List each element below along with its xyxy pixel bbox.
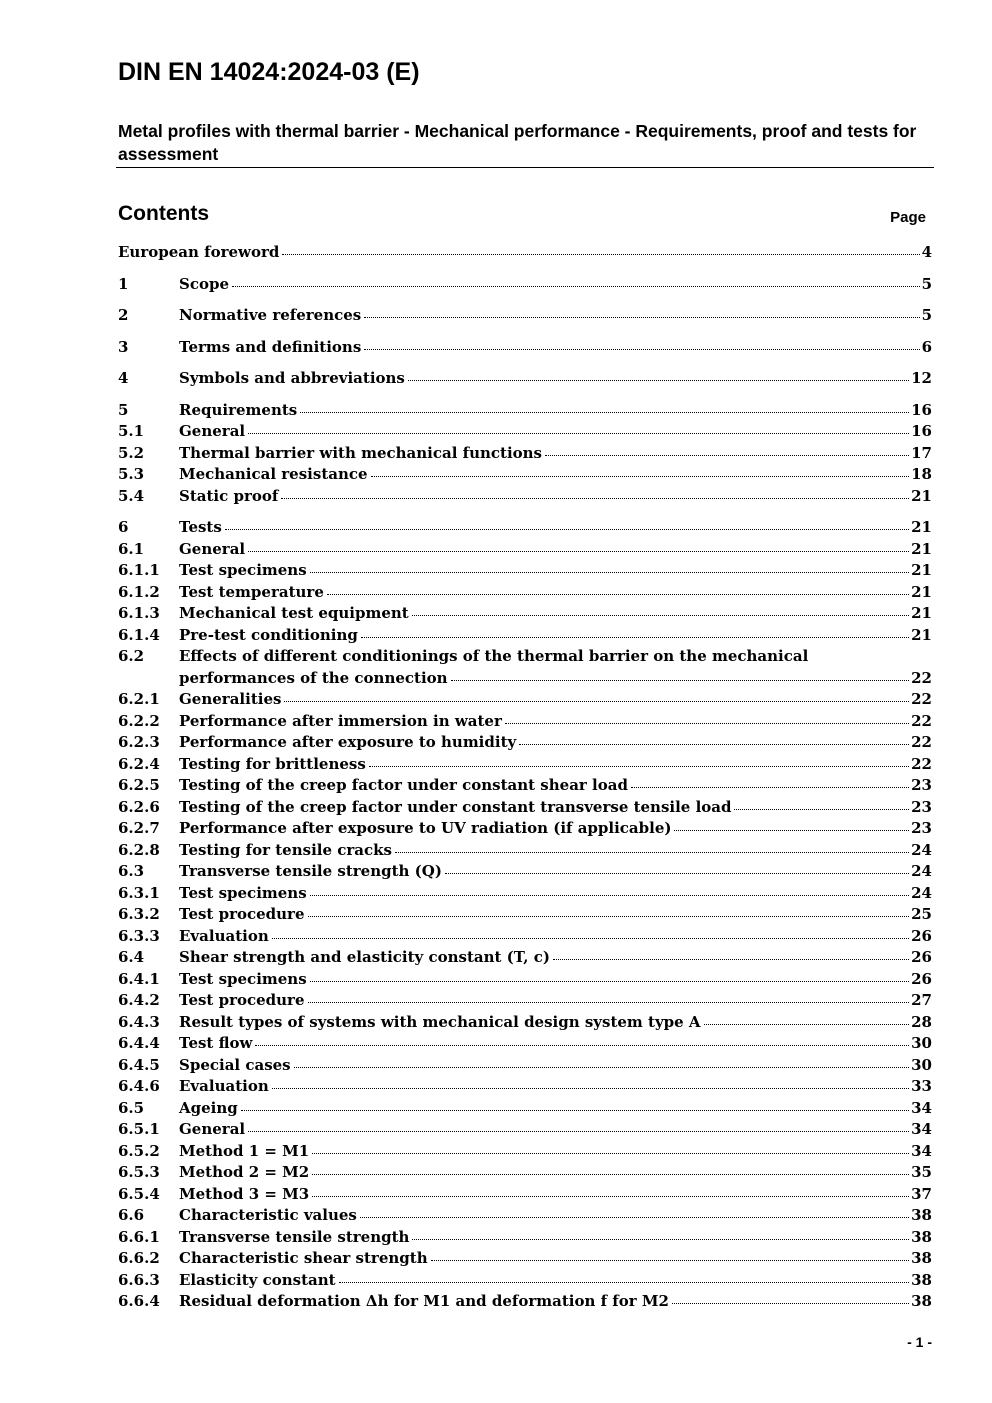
toc-entry-page: 22 <box>911 668 932 687</box>
toc-entry-title: Residual deformation Δh for M1 and deformation f for M2 <box>179 1292 669 1310</box>
toc-entry-page: 18 <box>911 465 932 483</box>
title-divider <box>116 167 934 168</box>
toc-entry-title: General <box>179 539 246 558</box>
toc-entry[interactable] <box>118 338 932 360</box>
toc-entry[interactable] <box>118 465 932 487</box>
toc-entry-page: 4 <box>921 243 932 261</box>
toc-dot-leader <box>364 348 919 350</box>
toc-entry-number: 6.5.3 <box>118 1163 160 1181</box>
toc-dot-leader <box>310 980 909 982</box>
toc-entry-page: 21 <box>911 518 932 536</box>
toc-dot-leader <box>519 743 909 745</box>
toc-dot-leader <box>360 1216 909 1218</box>
toc-entry-page: 21 <box>911 486 932 505</box>
toc-entry[interactable] <box>118 401 932 423</box>
toc-entry-number: 5 <box>118 400 129 419</box>
toc-entry-number: 6.2.6 <box>118 797 160 816</box>
footer-page-number: - 1 - <box>907 1334 932 1350</box>
toc-entry-title: Method 1 = M1 <box>179 1141 310 1160</box>
toc-entry-number: 6.5 <box>118 1098 145 1117</box>
toc-dot-leader <box>412 1238 909 1240</box>
toc-entry[interactable] <box>118 733 932 755</box>
toc-entry-page: 38 <box>911 1227 932 1246</box>
toc-dot-leader <box>395 851 909 853</box>
toc-entry-title: Evaluation <box>179 1077 269 1095</box>
toc-dot-leader <box>553 958 909 960</box>
toc-entry[interactable] <box>118 518 932 540</box>
toc-entry-title: Method 3 = M3 <box>179 1184 310 1203</box>
toc-dot-leader <box>308 1001 910 1003</box>
toc-dot-leader <box>248 550 909 552</box>
toc-entry[interactable] <box>118 712 932 734</box>
toc-entry[interactable] <box>118 1077 932 1099</box>
toc-entry-number: 5.3 <box>118 465 145 483</box>
toc-entry-number: 2 <box>118 306 129 324</box>
toc-entry-title: General <box>179 422 246 440</box>
toc-entry-title: Terms and definitions <box>179 337 362 356</box>
toc-entry-page: 30 <box>911 1034 932 1052</box>
toc-entry-number: 6.2 <box>118 647 145 665</box>
toc-entry[interactable] <box>118 1249 932 1271</box>
toc-entry-page: 17 <box>911 443 932 462</box>
toc-entry-title: Test temperature <box>179 582 324 601</box>
toc-entry-number: 6.2.7 <box>118 819 160 837</box>
toc-entry-number: 3 <box>118 337 129 356</box>
toc-entry[interactable] <box>118 776 932 798</box>
toc-entry-number: 5.4 <box>118 486 145 505</box>
toc-entry[interactable] <box>118 444 932 466</box>
toc-dot-leader <box>282 253 919 255</box>
toc-entry-number: 6.6 <box>118 1206 145 1224</box>
toc-entry-page: 22 <box>911 733 932 751</box>
toc-entry-page: 24 <box>911 862 932 880</box>
toc-entry-title: Special cases <box>179 1055 291 1074</box>
toc-entry-page: 27 <box>911 991 932 1009</box>
toc-entry-number: 6.3.3 <box>118 926 160 945</box>
toc-entry[interactable] <box>118 604 932 626</box>
toc-entry-number: 6.4.3 <box>118 1012 160 1031</box>
toc-entry-title: Method 2 = M2 <box>179 1163 310 1181</box>
toc-entry[interactable] <box>118 583 932 605</box>
toc-entry-title: Characteristic shear strength <box>179 1249 428 1267</box>
toc-entry-title: Mechanical resistance <box>179 465 368 483</box>
toc-dot-leader <box>445 872 909 874</box>
toc-entry-number: 6.4 <box>118 948 145 966</box>
toc-dot-leader <box>505 722 909 724</box>
contents-heading: Contents <box>118 202 209 225</box>
toc-dot-leader <box>308 915 910 917</box>
toc-entry-title: Testing of the creep factor under constant shear load <box>179 776 628 794</box>
toc-entry-page: 34 <box>911 1098 932 1117</box>
toc-entry-page: 23 <box>911 776 932 794</box>
toc-entry-number: 6.2.1 <box>118 690 160 708</box>
toc-entry-number: 6.2.2 <box>118 711 160 730</box>
toc-entry-title: Performance after exposure to UV radiation (if applicable) <box>179 819 672 837</box>
toc-entry-number: 6.1.4 <box>118 625 160 644</box>
toc-entry-title: Testing for brittleness <box>179 754 366 773</box>
toc-dot-leader <box>369 765 909 767</box>
toc-dot-leader <box>431 1259 910 1261</box>
toc-entry[interactable] <box>118 970 932 992</box>
toc-entry-page: 26 <box>911 969 932 988</box>
toc-entry[interactable] <box>118 1206 932 1228</box>
page-column-heading: Page <box>890 209 926 226</box>
toc-entry-title: Normative references <box>179 306 362 324</box>
toc-entry[interactable] <box>118 755 932 777</box>
toc-entry-number: 6 <box>118 518 129 536</box>
toc-dot-leader <box>312 1195 909 1197</box>
toc-entry-number: 6.5.2 <box>118 1141 160 1160</box>
toc-entry-title: Test specimens <box>179 969 307 988</box>
toc-dot-leader <box>672 1302 909 1304</box>
toc-entry-page: 34 <box>911 1120 932 1138</box>
toc-entry-title: Effects of different conditionings of the thermal barrier on the mechanical <box>179 647 809 665</box>
toc-dot-leader <box>232 285 920 287</box>
toc-entry-number: 6.1.3 <box>118 604 160 622</box>
toc-entry-page: 22 <box>911 754 932 773</box>
toc-entry-number: 6.3 <box>118 862 145 880</box>
toc-entry[interactable] <box>118 306 932 328</box>
toc-entry-title: Test specimens <box>179 561 307 579</box>
toc-entry[interactable] <box>118 1142 932 1164</box>
toc-entry-title: performances of the connection <box>179 668 448 687</box>
toc-entry-number: 6.4.4 <box>118 1034 160 1052</box>
toc-dot-leader <box>281 497 909 499</box>
toc-entry-page: 21 <box>911 561 932 579</box>
toc-entry-page: 23 <box>911 797 932 816</box>
toc-entry[interactable] <box>118 905 932 927</box>
toc-entry-number: 6.5.1 <box>118 1120 160 1138</box>
toc-entry-page: 22 <box>911 711 932 730</box>
toc-entry[interactable] <box>118 369 932 391</box>
toc-entry-page: 30 <box>911 1055 932 1074</box>
toc-entry[interactable] <box>118 948 932 970</box>
toc-entry-number: 6.4.2 <box>118 991 160 1009</box>
toc-dot-leader <box>704 1023 910 1025</box>
table-of-contents <box>118 243 932 1314</box>
toc-entry-page: 21 <box>911 625 932 644</box>
toc-dot-leader <box>272 937 909 939</box>
toc-entry-number: 4 <box>118 369 129 387</box>
toc-entry[interactable] <box>118 647 932 669</box>
toc-entry-number: 6.1.1 <box>118 561 160 579</box>
toc-entry-title: Ageing <box>179 1098 238 1117</box>
toc-entry-page: 26 <box>911 948 932 966</box>
toc-entry-title: Performance after immersion in water <box>179 711 502 730</box>
toc-entry-title: Testing for tensile cracks <box>179 840 392 859</box>
toc-entry-page: 6 <box>921 337 932 356</box>
toc-entry[interactable] <box>118 1185 932 1207</box>
toc-dot-leader <box>255 1044 909 1046</box>
toc-dot-leader <box>294 1066 910 1068</box>
toc-entry-page: 24 <box>911 883 932 902</box>
toc-dot-leader <box>225 528 909 530</box>
toc-dot-leader <box>451 679 910 681</box>
toc-dot-leader <box>371 475 910 477</box>
toc-dot-leader <box>284 700 909 702</box>
toc-entry-title: Thermal barrier with mechanical functions <box>179 443 543 462</box>
toc-entry[interactable] <box>118 487 932 509</box>
toc-dot-leader <box>312 1152 909 1154</box>
toc-dot-leader <box>312 1173 909 1175</box>
toc-entry-number: 6.2.3 <box>118 733 160 751</box>
toc-dot-leader <box>674 829 909 831</box>
toc-entry[interactable] <box>118 884 932 906</box>
toc-entry-page: 23 <box>911 819 932 837</box>
toc-entry-page: 38 <box>911 1249 932 1267</box>
toc-entry-number: 1 <box>118 274 129 293</box>
toc-entry-page: 16 <box>911 400 932 419</box>
toc-entry[interactable] <box>118 1056 932 1078</box>
toc-entry-page: 38 <box>911 1292 932 1310</box>
toc-entry-page: 25 <box>911 905 932 923</box>
toc-entry-title: Tests <box>179 518 222 536</box>
toc-entry[interactable] <box>118 561 932 583</box>
toc-entry-page: 26 <box>911 926 932 945</box>
toc-entry[interactable] <box>118 1099 932 1121</box>
toc-entry-page: 28 <box>911 1012 932 1031</box>
toc-entry-number: 6.3.1 <box>118 883 160 902</box>
toc-entry[interactable] <box>118 819 932 841</box>
toc-entry-title: Test flow <box>179 1034 253 1052</box>
toc-dot-leader <box>364 316 919 318</box>
toc-entry-title: Pre-test conditioning <box>179 625 358 644</box>
toc-entry-title: Scope <box>179 274 230 293</box>
toc-entry-page: 38 <box>911 1206 932 1224</box>
document-subtitle: Metal profiles with thermal barrier - Mechanical performance - Requirements, proof and tests for assessment <box>118 121 917 164</box>
toc-entry-number: 6.6.2 <box>118 1249 160 1267</box>
toc-entry-title: Symbols and abbreviations <box>179 369 405 387</box>
toc-entry-title: Transverse tensile strength (Q) <box>179 862 442 880</box>
toc-entry-title: Shear strength and elasticity constant (T, c) <box>179 948 550 966</box>
toc-dot-leader <box>300 411 909 413</box>
toc-entry[interactable] <box>118 275 932 297</box>
toc-entry-number: 6.2.5 <box>118 776 160 794</box>
toc-entry-title: Mechanical test equipment <box>179 604 409 622</box>
toc-entry-page: 21 <box>911 582 932 601</box>
toc-entry[interactable] <box>118 841 932 863</box>
toc-entry-page: 5 <box>921 306 932 324</box>
toc-entry-number: 6.1.2 <box>118 582 160 601</box>
toc-entry-page: 34 <box>911 1141 932 1160</box>
toc-entry-number: 6.2.4 <box>118 754 160 773</box>
toc-entry-title: Elasticity constant <box>179 1270 336 1289</box>
toc-entry[interactable] <box>118 927 932 949</box>
toc-dot-leader <box>412 614 909 616</box>
toc-entry-title: Test procedure <box>179 905 305 923</box>
toc-entry[interactable] <box>118 422 932 444</box>
toc-entry-title: Static proof <box>179 486 279 505</box>
toc-entry-number: 5.2 <box>118 443 145 462</box>
toc-entry-number: 6.6.4 <box>118 1292 160 1310</box>
toc-dot-leader <box>734 808 909 810</box>
toc-entry[interactable] <box>118 1292 932 1314</box>
toc-entry-title: Test specimens <box>179 883 307 902</box>
toc-entry-page: 21 <box>911 604 932 622</box>
toc-dot-leader <box>310 571 909 573</box>
toc-dot-leader <box>339 1281 910 1283</box>
toc-entry-page: 38 <box>911 1270 932 1289</box>
toc-entry-page: 33 <box>911 1077 932 1095</box>
toc-entry-number: 6.4.1 <box>118 969 160 988</box>
toc-entry-title: Performance after exposure to humidity <box>179 733 517 751</box>
toc-entry-title: Transverse tensile strength <box>179 1227 410 1246</box>
toc-dot-leader <box>327 593 909 595</box>
toc-entry-page: 21 <box>911 539 932 558</box>
toc-entry[interactable] <box>118 243 932 265</box>
toc-dot-leader <box>545 454 909 456</box>
toc-entry-title: Generalities <box>179 690 282 708</box>
toc-entry-title: Result types of systems with mechanical design system type A <box>179 1012 701 1031</box>
toc-entry[interactable] <box>118 669 932 691</box>
toc-entry[interactable] <box>118 1120 932 1142</box>
toc-entry-title: Requirements <box>179 400 298 419</box>
toc-entry-number: 6.4.6 <box>118 1077 160 1095</box>
toc-entry-page: 22 <box>911 690 932 708</box>
toc-entry-page: 5 <box>921 274 932 293</box>
toc-dot-leader <box>361 636 909 638</box>
toc-entry[interactable] <box>118 690 932 712</box>
toc-entry[interactable] <box>118 540 932 562</box>
toc-entry-title: General <box>179 1120 246 1138</box>
toc-entry[interactable] <box>118 862 932 884</box>
toc-dot-leader <box>310 894 909 896</box>
toc-entry-page: 37 <box>911 1184 932 1203</box>
toc-entry[interactable] <box>118 798 932 820</box>
toc-entry[interactable] <box>118 1271 932 1293</box>
toc-entry-title: Test procedure <box>179 991 305 1009</box>
toc-entry[interactable] <box>118 991 932 1013</box>
toc-entry-page: 16 <box>911 422 932 440</box>
toc-entry-number: 6.6.1 <box>118 1227 160 1246</box>
toc-entry-number: 6.5.4 <box>118 1184 160 1203</box>
toc-entry-title: European foreword <box>118 243 280 261</box>
toc-entry-number: 6.6.3 <box>118 1270 160 1289</box>
toc-entry-page: 12 <box>911 369 932 387</box>
toc-entry[interactable] <box>118 626 932 648</box>
toc-entry[interactable] <box>118 1034 932 1056</box>
toc-dot-leader <box>248 432 909 434</box>
toc-dot-leader <box>241 1109 909 1111</box>
toc-entry-page: 35 <box>911 1163 932 1181</box>
toc-dot-leader <box>408 379 909 381</box>
toc-entry[interactable] <box>118 1013 932 1035</box>
toc-entry-page: 24 <box>911 840 932 859</box>
toc-entry[interactable] <box>118 1163 932 1185</box>
toc-entry-number: 6.2.8 <box>118 840 160 859</box>
toc-dot-leader <box>272 1087 909 1089</box>
toc-entry-number: 6.3.2 <box>118 905 160 923</box>
toc-dot-leader <box>631 786 909 788</box>
toc-entry-number: 6.4.5 <box>118 1055 160 1074</box>
toc-entry-title: Testing of the creep factor under constant transverse tensile load <box>179 797 732 816</box>
toc-dot-leader <box>248 1130 909 1132</box>
toc-entry-title: Characteristic values <box>179 1206 357 1224</box>
document-title: DIN EN 14024:2024-03 (E) <box>118 58 420 86</box>
toc-entry-number: 6.1 <box>118 539 145 558</box>
toc-entry-number: 5.1 <box>118 422 145 440</box>
toc-entry[interactable] <box>118 1228 932 1250</box>
toc-entry-title: Evaluation <box>179 926 269 945</box>
